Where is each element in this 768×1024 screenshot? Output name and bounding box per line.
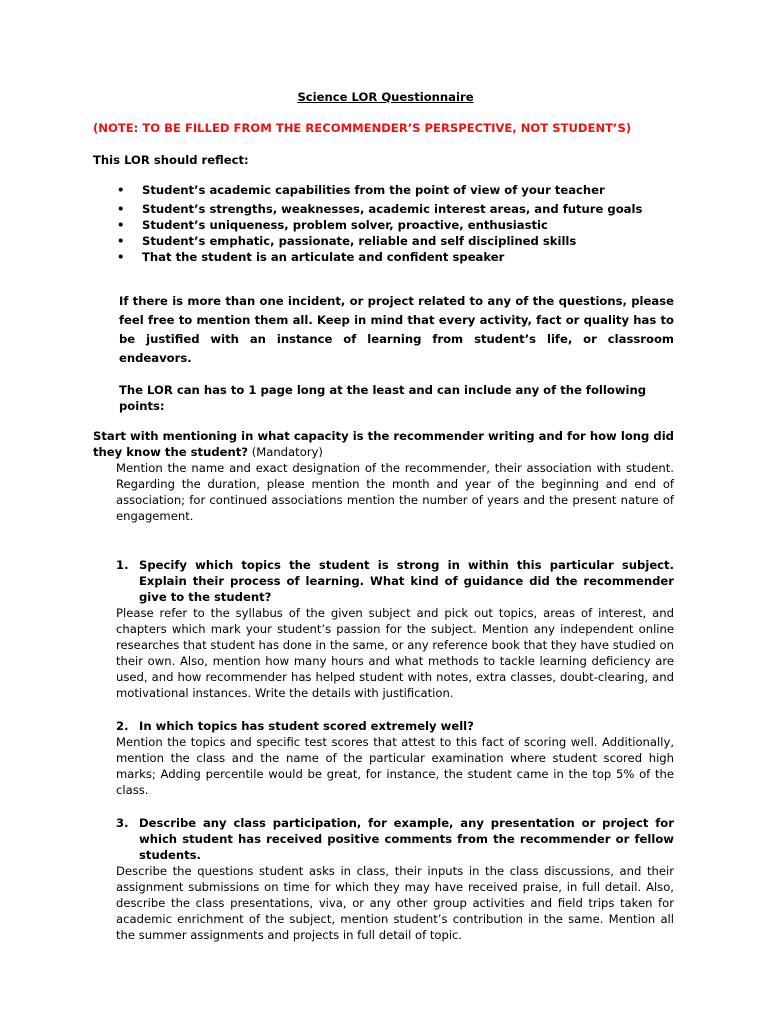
- bullet-item: [117, 249, 674, 265]
- question-3: [116, 815, 674, 863]
- bullet-item: [117, 182, 674, 198]
- bullet-text: Student’s uniqueness, problem solver, proactive, enthusiastic: [142, 218, 548, 232]
- recommender-note: (NOTE: TO BE FILLED FROM THE RECOMMENDER’S PERSPECTIVE, NOT STUDENT’S): [93, 121, 632, 135]
- bullet-text: Student’s academic capabilities from the point of view of your teacher: [142, 183, 605, 197]
- question-number: 2.: [116, 719, 129, 733]
- mandatory-label: (Mandatory): [248, 445, 323, 459]
- bullet-dot-icon: •: [117, 218, 125, 232]
- bullet-item: [117, 233, 674, 249]
- question-1-description: Please refer to the syllabus of the given subject and pick out topics, areas of interest, and chapters which mark your student’s passion for the subject. Mention any independent online researches that student has done in the same, or any reference book that they have studied on their own. Also, mention how many hours and what methods to tackle learning deficiency are used, and how recommender has helped student with notes, extra classes, doubt-clearing, and motivational instances. Write the details with justification.: [116, 606, 674, 700]
- reflect-bullet-list: [93, 182, 674, 265]
- question-2: [116, 718, 674, 734]
- bullet-text: Student’s emphatic, passionate, reliable and self disciplined skills: [142, 234, 577, 248]
- question-text: Describe any class participation, for example, any presentation or project for which student has received positive comments from the recommender or fellow students.: [139, 816, 674, 862]
- bullet-dot-icon: •: [117, 183, 125, 197]
- question-text: Specify which topics the student is strong in within this particular subject. Explain their process of learning. What kind of guidance did the recommender give to the student?: [139, 558, 674, 604]
- bullet-dot-icon: •: [117, 202, 125, 216]
- question-number: 1.: [116, 558, 129, 572]
- question-number: 3.: [116, 816, 129, 830]
- bullet-item: [117, 201, 674, 217]
- question-1: [116, 557, 674, 605]
- bullet-text: Student’s strengths, weaknesses, academic interest areas, and future goals: [142, 202, 643, 216]
- bullet-dot-icon: •: [117, 250, 125, 264]
- bullet-item: [117, 217, 674, 233]
- bullet-dot-icon: •: [117, 234, 125, 248]
- reflect-heading: This LOR should reflect:: [93, 153, 249, 167]
- incident-paragraph: If there is more than one incident, or project related to any of the questions, please feel free to mention them all. Keep in mind that every activity, fact or quality has to be justified with an instance of learning from student’s life, or classroom endeavors.: [119, 294, 674, 365]
- start-description: Mention the name and exact designation of the recommender, their association with student. Regarding the duration, please mention the month and year of the beginning and end of association; for continued associations mention the number of years and the present nature of engagement.: [116, 461, 674, 523]
- start-question-block: [93, 428, 674, 460]
- bullet-text: That the student is an articulate and confident speaker: [142, 250, 505, 264]
- document-title: Science LOR Questionnaire: [297, 90, 474, 104]
- question-text: In which topics has student scored extremely well?: [139, 719, 474, 733]
- question-2-description: Mention the topics and specific test scores that attest to this fact of scoring well. Additionally, mention the class and the name of the particular examination where student scored high marks; Adding percentile would be great, for instance, the student came in the top 5% of the class.: [116, 735, 674, 797]
- lor-length-paragraph: The LOR can has to 1 page long at the least and can include any of the following points:: [119, 383, 647, 413]
- start-question: Start with mentioning in what capacity is the recommender writing and for how long did they know the student?: [93, 429, 674, 459]
- question-3-description: Describe the questions student asks in class, their inputs in the class discussions, and their assignment submissions on time for which they may have received praise, in full detail. Also, describe the class presentations, viva, or any other group activities and field trips taken for academic enrichment of the subject, mention student’s contribution in the same. Mention all the summer assignments and projects in full detail of topic.: [116, 864, 674, 942]
